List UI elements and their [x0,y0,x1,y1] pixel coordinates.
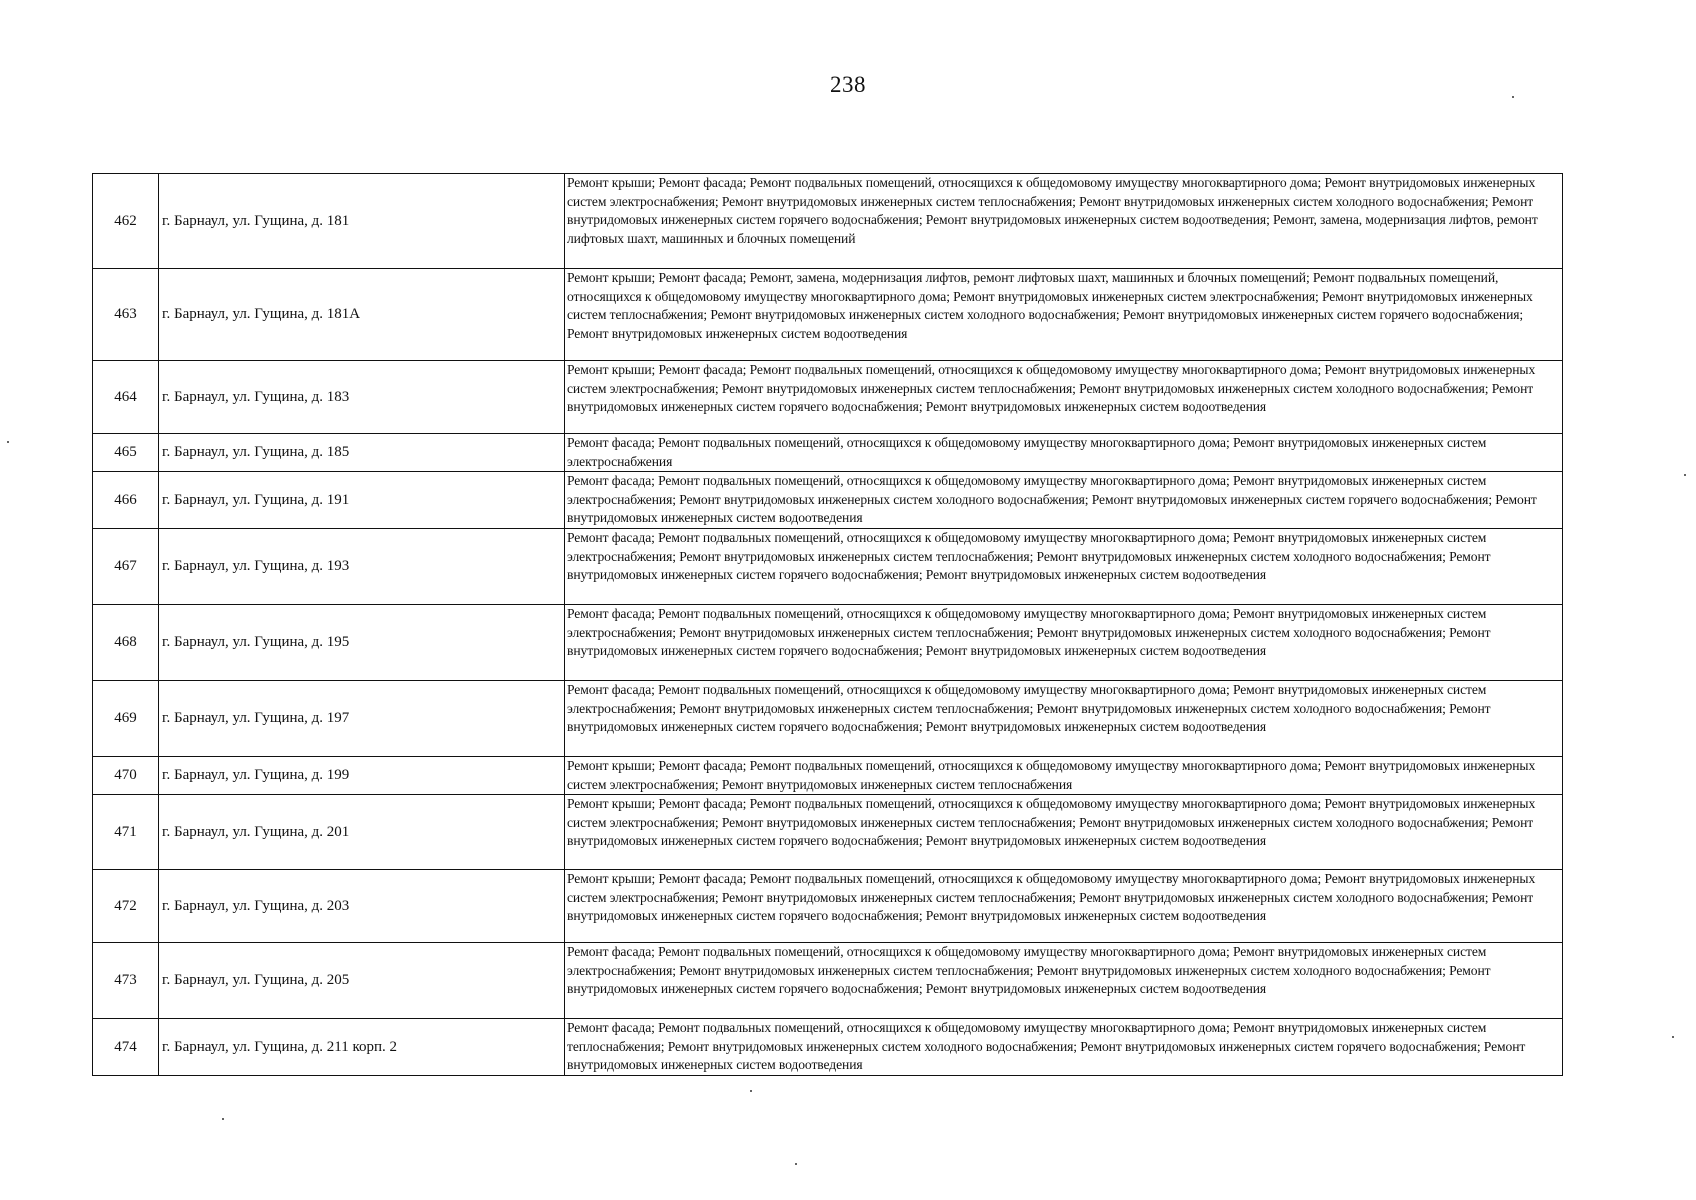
row-number-cell: 471 [93,795,159,870]
address-cell: г. Барнаул, ул. Гущина, д. 199 [159,756,565,794]
page-number: 238 [830,72,866,97]
table-row [93,680,1563,756]
scan-speck [1672,1036,1674,1038]
row-number-cell: 465 [93,434,159,472]
address-cell: г. Барнаул, ул. Гущина, д. 201 [159,795,565,870]
table-row [93,174,1563,269]
address-cell: г. Барнаул, ул. Гущина, д. 203 [159,870,565,943]
table-body [93,174,1563,1076]
address-cell: г. Барнаул, ул. Гущина, д. 181 [159,174,565,269]
address-cell: г. Барнаул, ул. Гущина, д. 205 [159,943,565,1019]
repair-works-cell: Ремонт крыши; Ремонт фасада; Ремонт подвальных помещений, относящихся к общедомовому имуществу многоквартирного дома; Ремонт внутридомовых инженерных систем электроснабжения; Ремонт внутридомовых инженерных систем теплоснабжения; Ремонт внутридомовых инженерных систем холодного водоснабжения; Ремонт внутридомовых инженерных систем горячего водоснабжения; Ремонт внутридомовых инженерных систем водоотведения [565,795,1563,870]
row-number-cell: 464 [93,361,159,434]
repair-works-cell: Ремонт фасада; Ремонт подвальных помещений, относящихся к общедомовому имуществу многоквартирного дома; Ремонт внутридомовых инженерных систем электроснабжения; Ремонт внутридомовых инженерных систем теплоснабжения; Ремонт внутридомовых инженерных систем холодного водоснабжения; Ремонт внутридомовых инженерных систем горячего водоснабжения; Ремонт внутридомовых инженерных систем водоотведения [565,604,1563,680]
repair-works-cell: Ремонт крыши; Ремонт фасада; Ремонт подвальных помещений, относящихся к общедомовому имуществу многоквартирного дома; Ремонт внутридомовых инженерных систем электроснабжения; Ремонт внутридомовых инженерных систем теплоснабжения [565,756,1563,794]
table-row [93,943,1563,1019]
repair-works-cell: Ремонт фасада; Ремонт подвальных помещений, относящихся к общедомовому имуществу многоквартирного дома; Ремонт внутридомовых инженерных систем электроснабжения; Ремонт внутридомовых инженерных систем теплоснабжения; Ремонт внутридомовых инженерных систем холодного водоснабжения; Ремонт внутридомовых инженерных систем горячего водоснабжения; Ремонт внутридомовых инженерных систем водоотведения [565,943,1563,1019]
address-cell: г. Барнаул, ул. Гущина, д. 195 [159,604,565,680]
table-row [93,472,1563,529]
table-row [93,795,1563,870]
table-row [93,756,1563,794]
repair-works-cell: Ремонт фасада; Ремонт подвальных помещений, относящихся к общедомовому имуществу многоквартирного дома; Ремонт внутридомовых инженерных систем теплоснабжения; Ремонт внутридомовых инженерных систем холодного водоснабжения; Ремонт внутридомовых инженерных систем горячего водоснабжения; Ремонт внутридомовых инженерных систем водоотведения [565,1019,1563,1076]
row-number-cell: 466 [93,472,159,529]
scan-speck [1684,474,1686,476]
row-number-cell: 473 [93,943,159,1019]
address-cell: г. Барнаул, ул. Гущина, д. 193 [159,528,565,604]
table-row [93,604,1563,680]
repair-works-cell: Ремонт фасада; Ремонт подвальных помещений, относящихся к общедомовому имуществу многоквартирного дома; Ремонт внутридомовых инженерных систем электроснабжения [565,434,1563,472]
scan-speck [750,1090,752,1092]
row-number-cell: 469 [93,680,159,756]
repair-works-cell: Ремонт крыши; Ремонт фасада; Ремонт, замена, модернизация лифтов, ремонт лифтовых шахт, машинных и блочных помещений; Ремонт подвальных помещений, относящихся к общедомовому имуществу многоквартирного дома; Ремонт внутридомовых инженерных систем электроснабжения; Ремонт внутридомовых инженерных систем теплоснабжения; Ремонт внутридомовых инженерных систем холодного водоснабжения; Ремонт внутридомовых инженерных систем горячего водоснабжения; Ремонт внутридомовых инженерных систем водоотведения [565,269,1563,361]
scan-speck [1512,96,1514,98]
scan-speck [795,1163,797,1165]
row-number-cell: 474 [93,1019,159,1076]
repair-works-cell: Ремонт крыши; Ремонт фасада; Ремонт подвальных помещений, относящихся к общедомовому имуществу многоквартирного дома; Ремонт внутридомовых инженерных систем электроснабжения; Ремонт внутридомовых инженерных систем теплоснабжения; Ремонт внутридомовых инженерных систем холодного водоснабжения; Ремонт внутридомовых инженерных систем горячего водоснабжения; Ремонт внутридомовых инженерных систем водоотведения; Ремонт, замена, модернизация лифтов, ремонт лифтовых шахт, машинных и блочных помещений [565,174,1563,269]
row-number-cell: 462 [93,174,159,269]
repair-works-table [92,173,1563,1076]
scan-speck [7,441,9,443]
row-number-cell: 468 [93,604,159,680]
address-cell: г. Барнаул, ул. Гущина, д. 211 корп. 2 [159,1019,565,1076]
repair-works-cell: Ремонт крыши; Ремонт фасада; Ремонт подвальных помещений, относящихся к общедомовому имуществу многоквартирного дома; Ремонт внутридомовых инженерных систем электроснабжения; Ремонт внутридомовых инженерных систем теплоснабжения; Ремонт внутридомовых инженерных систем холодного водоснабжения; Ремонт внутридомовых инженерных систем горячего водоснабжения; Ремонт внутридомовых инженерных систем водоотведения [565,870,1563,943]
repair-works-cell: Ремонт фасада; Ремонт подвальных помещений, относящихся к общедомовому имуществу многоквартирного дома; Ремонт внутридомовых инженерных систем электроснабжения; Ремонт внутридомовых инженерных систем холодного водоснабжения; Ремонт внутридомовых инженерных систем горячего водоснабжения; Ремонт внутридомовых инженерных систем водоотведения [565,472,1563,529]
row-number-cell: 472 [93,870,159,943]
address-cell: г. Барнаул, ул. Гущина, д. 185 [159,434,565,472]
row-number-cell: 463 [93,269,159,361]
address-cell: г. Барнаул, ул. Гущина, д. 197 [159,680,565,756]
repair-works-cell: Ремонт крыши; Ремонт фасада; Ремонт подвальных помещений, относящихся к общедомовому имуществу многоквартирного дома; Ремонт внутридомовых инженерных систем электроснабжения; Ремонт внутридомовых инженерных систем теплоснабжения; Ремонт внутридомовых инженерных систем холодного водоснабжения; Ремонт внутридомовых инженерных систем горячего водоснабжения; Ремонт внутридомовых инженерных систем водоотведения [565,361,1563,434]
address-cell: г. Барнаул, ул. Гущина, д. 183 [159,361,565,434]
row-number-cell: 467 [93,528,159,604]
address-cell: г. Барнаул, ул. Гущина, д. 181А [159,269,565,361]
row-number-cell: 470 [93,756,159,794]
repair-works-cell: Ремонт фасада; Ремонт подвальных помещений, относящихся к общедомовому имуществу многоквартирного дома; Ремонт внутридомовых инженерных систем электроснабжения; Ремонт внутридомовых инженерных систем теплоснабжения; Ремонт внутридомовых инженерных систем холодного водоснабжения; Ремонт внутридомовых инженерных систем горячего водоснабжения; Ремонт внутридомовых инженерных систем водоотведения [565,680,1563,756]
table-row [93,269,1563,361]
table-row [93,528,1563,604]
table-row [93,1019,1563,1076]
repair-works-cell: Ремонт фасада; Ремонт подвальных помещений, относящихся к общедомовому имуществу многоквартирного дома; Ремонт внутридомовых инженерных систем электроснабжения; Ремонт внутридомовых инженерных систем теплоснабжения; Ремонт внутридомовых инженерных систем холодного водоснабжения; Ремонт внутридомовых инженерных систем горячего водоснабжения; Ремонт внутридомовых инженерных систем водоотведения [565,528,1563,604]
table-row [93,870,1563,943]
table-row [93,434,1563,472]
address-cell: г. Барнаул, ул. Гущина, д. 191 [159,472,565,529]
scan-speck [222,1118,224,1120]
table-row [93,361,1563,434]
